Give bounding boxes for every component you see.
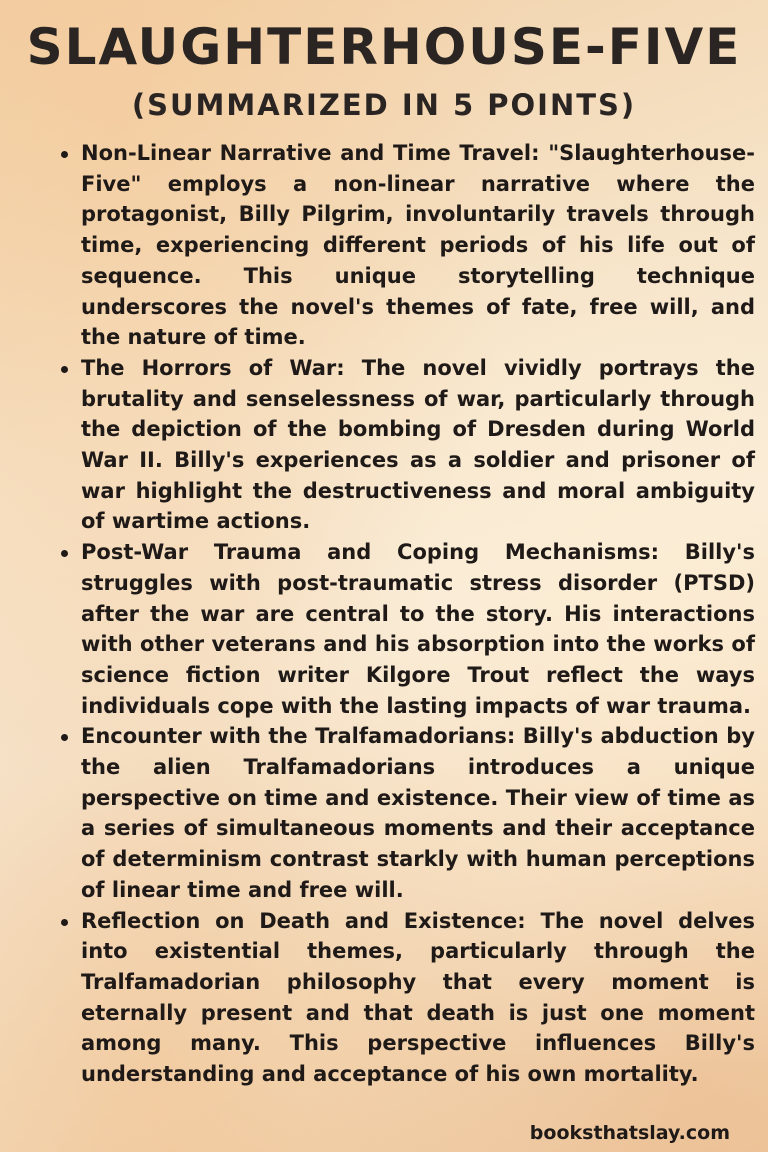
website-credit: booksthatslay.com bbox=[529, 1122, 730, 1144]
summary-point-3: Post-War Trauma and Coping Mechanisms: Billy's struggles with post-traumatic stress disorder (PTSD) after the war are central to the story. His interactions with other veterans and his absorption into the works of science fiction writer Kilgore Trout reflect the ways individuals cope with the lasting impacts of war trauma. bbox=[81, 537, 755, 721]
summary-point-2: The Horrors of War: The novel vividly portrays the brutality and senselessness of war, particularly through the depiction of the bombing of Dresden during World War II. Billy's experiences as a soldier and prisoner of war highlight the destructiveness and moral ambiguity of wartime actions. bbox=[81, 353, 755, 537]
page-subtitle: (SUMMARIZED IN 5 POINTS) bbox=[131, 88, 637, 122]
summary-point-5: Reflection on Death and Existence: The novel delves into existential themes, particularly through the Tralfamadorian philosophy that every moment is eternally present and that death is just one moment among many. This perspective influences Billy's understanding and acceptance of his own mortality. bbox=[81, 906, 755, 1090]
summary-point-4: Encounter with the Tralfamadorians: Billy's abduction by the alien Tralfamadorians introduces a unique perspective on time and existence. Their view of time as a series of simultaneous moments and their acceptance of determinism contrast starkly with human perceptions of linear time and free will. bbox=[81, 721, 755, 905]
summary-points-list bbox=[56, 138, 755, 1090]
page-title: SLAUGHTERHOUSE-FIVE bbox=[26, 18, 742, 76]
summary-point-1: Non-Linear Narrative and Time Travel: "Slaughterhouse-Five" employs a non-linear narrative where the protagonist, Billy Pilgrim, involuntarily travels through time, experiencing different periods of his life out of sequence. This unique storytelling technique underscores the novel's themes of fate, free will, and the nature of time. bbox=[81, 138, 755, 353]
